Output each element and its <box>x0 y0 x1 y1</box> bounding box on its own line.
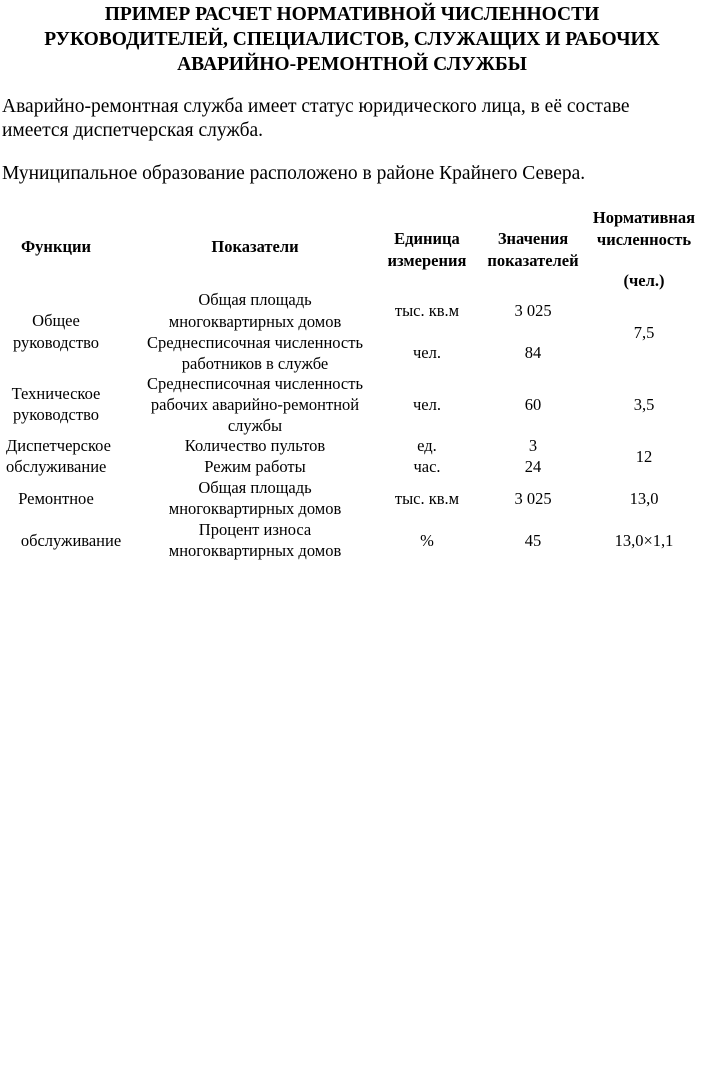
row-technical-ind-line-2: рабочих аварийно-ремонтной <box>150 395 360 414</box>
row-dispatch-unit-2: час. <box>413 457 441 476</box>
intro-p1-line-1: Аварийно-ремонтная служба имеет статус юридического лица, в её составе <box>2 96 630 117</box>
row-technical-norm: 3,5 <box>633 395 655 414</box>
row-repair-norm-1: 13,0 <box>629 489 659 508</box>
header-norm-line-1: Нормативная <box>592 208 696 227</box>
row-dispatch-function-line-2: обслуживание <box>6 457 107 476</box>
title-line-1: ПРИМЕР РАСЧЕТ НОРМАТИВНОЙ ЧИСЛЕННОСТИ <box>104 4 600 25</box>
row-general-ind1-line-1: Общая площадь <box>198 290 312 309</box>
header-unit-line-2: измерения <box>387 251 467 270</box>
title-line-3: АВАРИЙНО-РЕМОНТНОЙ СЛУЖБЫ <box>177 54 527 75</box>
row-dispatch-unit-1: ед. <box>417 436 437 455</box>
row-technical-ind-line-3: службы <box>227 416 283 435</box>
row-repair-ind1-line-1: Общая площадь <box>198 478 312 497</box>
intro-paragraph-1 <box>2 95 630 143</box>
row-general-unit-2: чел. <box>413 343 441 362</box>
row-technical-value: 60 <box>524 395 542 414</box>
row-technical-unit: чел. <box>413 395 441 414</box>
row-general-value-2: 84 <box>524 343 542 362</box>
row-general-function-line-2: руководство <box>12 333 100 352</box>
header-functions: Функции <box>21 237 91 256</box>
row-technical-ind-line-1: Среднесписочная численность <box>146 374 363 393</box>
header-norm-unit: (чел.) <box>623 271 665 290</box>
header-values-line-1: Значения <box>497 229 569 248</box>
row-general-function-line-1: Общее <box>32 311 80 330</box>
row-dispatch-function-line-1: Диспетчерское <box>6 436 111 455</box>
row-general-norm: 7,5 <box>633 323 655 342</box>
row-repair-value-2: 45 <box>524 531 542 550</box>
row-repair-ind2-line-2: многоквартирных домов <box>168 541 342 560</box>
row-repair-unit-1: тыс. кв.м <box>394 489 460 508</box>
header-unit-line-1: Единица <box>394 229 460 248</box>
row-repair-ind1-line-2: многоквартирных домов <box>168 499 342 518</box>
row-general-value-1: 3 025 <box>514 301 552 320</box>
row-repair-value-1: 3 025 <box>514 489 552 508</box>
row-general-unit-1: тыс. кв.м <box>394 301 460 320</box>
row-repair-unit-2: % <box>420 531 434 550</box>
header-norm-line-2: численность <box>596 230 692 249</box>
row-repair-norm-2: 13,0×1,1 <box>614 531 674 550</box>
intro-paragraph-2: Муниципальное образование расположено в районе Крайнего Севера. <box>2 163 586 184</box>
row-dispatch-value-1: 3 <box>528 436 538 455</box>
row-dispatch-ind-1: Количество пультов <box>184 436 326 455</box>
row-technical-function-line-1: Техническое <box>11 384 101 403</box>
row-dispatch-ind-2: Режим работы <box>204 457 306 476</box>
intro-p1-line-2: имеется диспетчерская служба. <box>2 120 264 141</box>
row-technical-function-line-2: руководство <box>12 405 100 424</box>
header-values-line-2: показателей <box>487 251 579 270</box>
page-title <box>0 2 704 77</box>
header-indicators: Показатели <box>211 237 299 256</box>
row-general-ind2-line-2: работников в службе <box>181 354 329 373</box>
row-repair-ind2-line-1: Процент износа <box>198 520 312 539</box>
row-dispatch-norm: 12 <box>635 447 653 466</box>
row-general-ind1-line-2: многоквартирных домов <box>168 312 342 331</box>
title-line-2: РУКОВОДИТЕЛЕЙ, СПЕЦИАЛИСТОВ, СЛУЖАЩИХ И РАБОЧИХ <box>44 29 660 50</box>
row-repair-function-line-1: Ремонтное <box>18 489 94 508</box>
row-dispatch-value-2: 24 <box>524 457 542 476</box>
row-repair-function-line-2: обслуживание <box>20 531 122 550</box>
row-general-ind2-line-1: Среднесписочная численность <box>146 333 363 352</box>
